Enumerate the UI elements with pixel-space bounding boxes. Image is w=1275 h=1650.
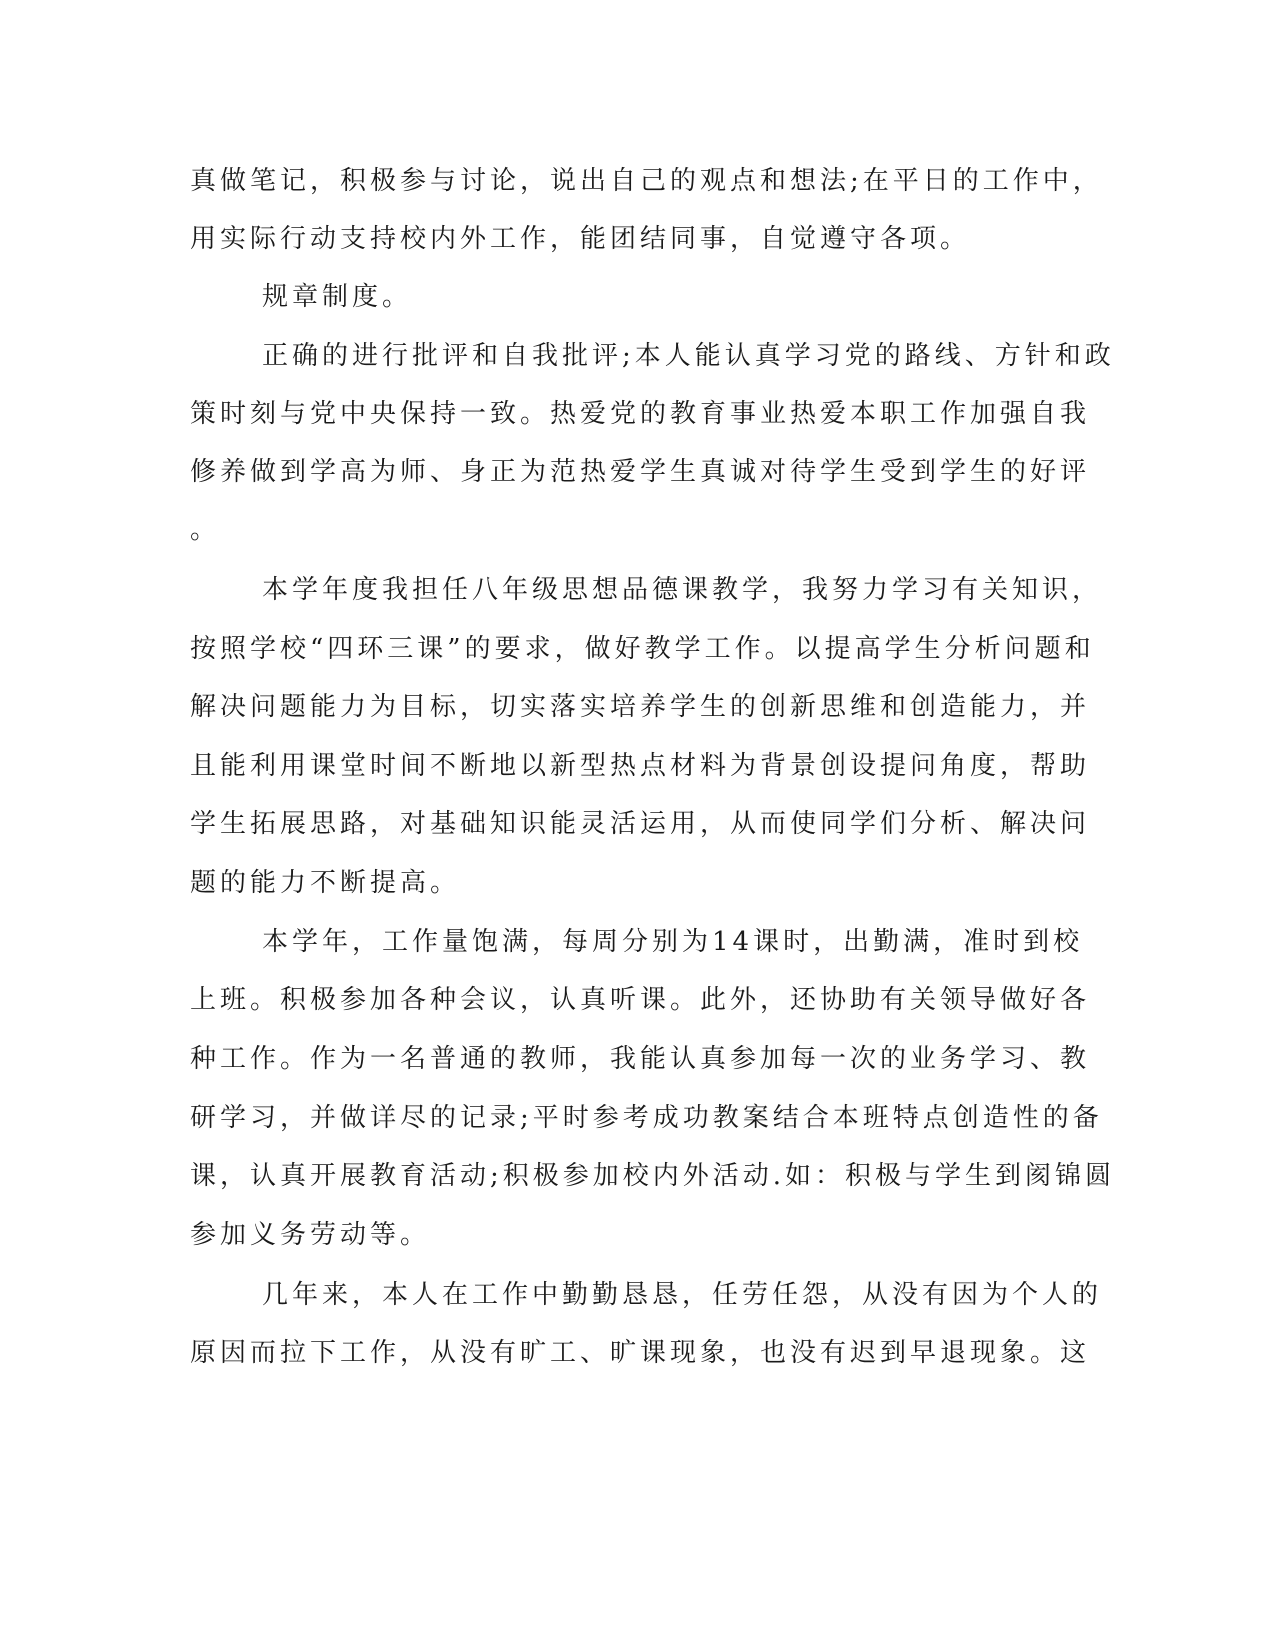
text-line-3: 规章制度。 <box>262 282 413 312</box>
text-line-8: 本学年度我担任八年级思想品德课教学，我努力学习有关知识， <box>262 575 1103 605</box>
text-line-15: 上班。积极参加各种会议，认真听课。此外，还协助有关领导做好各 <box>190 985 1091 1015</box>
text-line-2: 用实际行动支持校内外工作，能团结同事，自觉遵守各项。 <box>190 224 971 254</box>
text-line-5: 策时刻与党中央保持一致。热爱党的教育事业热爱本职工作加强自我 <box>190 399 1091 429</box>
text-line-12: 学生拓展思路，对基础知识能灵活运用，从而使同学们分析、解决问 <box>190 809 1091 839</box>
text-line-6: 修养做到学高为师、身正为范热爱学生真诚对待学生受到学生的好评 <box>190 457 1091 487</box>
text-line-11: 且能利用课堂时间不断地以新型热点材料为背景创设提问角度，帮助 <box>190 751 1091 781</box>
text-line-20: 几年来，本人在工作中勤勤恳恳，任劳任怨，从没有因为个人的 <box>262 1280 1103 1310</box>
text-line-7: 。 <box>190 515 221 545</box>
text-line-9: 按照学校“四环三课”的要求，做好教学工作。以提高学生分析问题和 <box>190 634 1095 664</box>
text-line-14: 本学年，工作量饱满，每周分别为14课时，出勤满，准时到校 <box>262 927 1084 957</box>
text-line-4: 正确的进行批评和自我批评;本人能认真学习党的路线、方针和政 <box>262 341 1115 371</box>
text-line-1: 真做笔记，积极参与讨论，说出自己的观点和想法;在平日的工作中， <box>190 166 1103 196</box>
text-line-18: 课，认真开展教育活动;积极参加校内外活动.如：积极与学生到阂锦圆 <box>190 1161 1116 1191</box>
text-line-17: 研学习，并做详尽的记录;平时参考成功教案结合本班特点创造性的备 <box>190 1103 1103 1133</box>
text-line-19: 参加义务劳动等。 <box>190 1220 431 1250</box>
text-line-16: 种工作。作为一名普通的教师，我能认真参加每一次的业务学习、教 <box>190 1044 1091 1074</box>
text-line-13: 题的能力不断提高。 <box>190 868 461 898</box>
text-line-10: 解决问题能力为目标，切实落实培养学生的创新思维和创造能力，并 <box>190 692 1091 722</box>
text-line-21: 原因而拉下工作，从没有旷工、旷课现象，也没有迟到早退现象。这 <box>190 1338 1091 1368</box>
